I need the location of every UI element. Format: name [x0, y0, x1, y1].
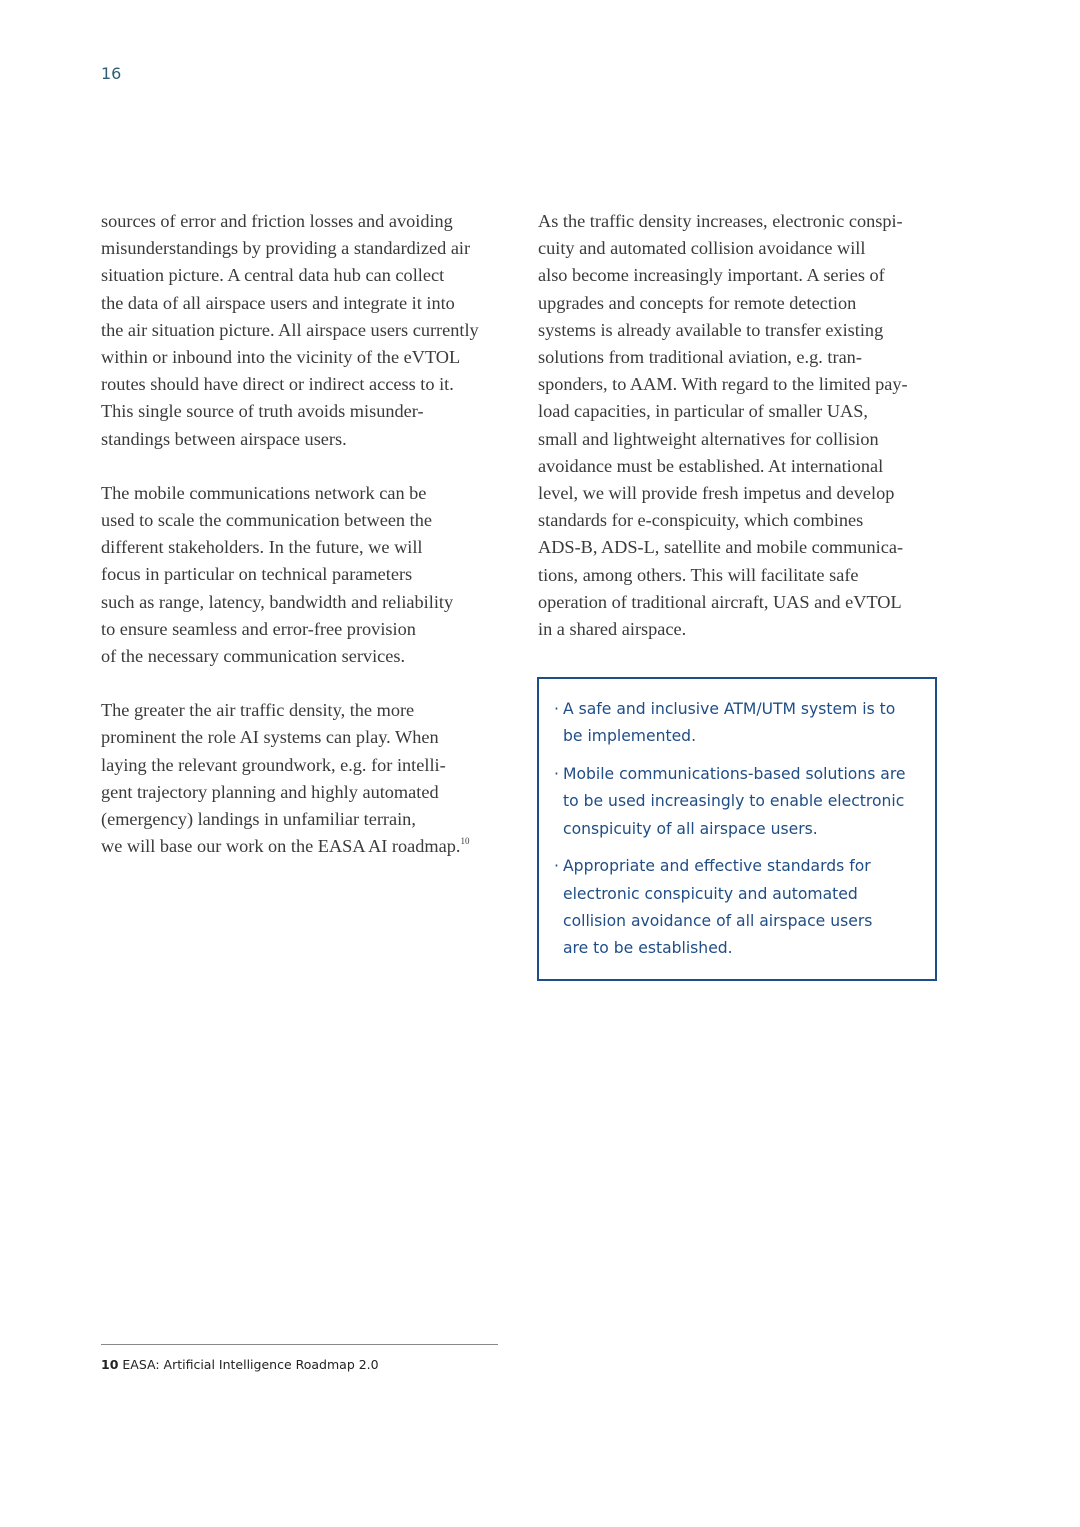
text-line: the data of all airspace users and integrate it into: [101, 292, 455, 313]
key-point-item: [554, 853, 935, 962]
text-line: small and lightweight alternatives for collision: [538, 428, 879, 449]
text-line: misunderstandings by providing a standardized air: [101, 238, 471, 259]
paragraph: [538, 208, 948, 643]
key-points-box: [537, 677, 937, 981]
text-line: focus in particular on technical parameters: [101, 564, 413, 585]
bullet-icon: ·: [554, 857, 559, 876]
text-line: level, we will provide fresh impetus and develop: [538, 483, 895, 504]
text-line: electronic conspicuity and automated: [563, 884, 858, 903]
text-line: operation of traditional aircraft, UAS and eVTOL: [538, 591, 902, 612]
bullet-icon: ·: [554, 765, 559, 784]
paragraph: [101, 208, 511, 453]
text-line: upgrades and concepts for remote detection: [538, 292, 857, 313]
text-line: we will base our work on the EASA AI roadmap.: [101, 836, 461, 857]
text-line: the air situation picture. All airspace users currently: [101, 319, 479, 340]
text-line: (emergency) landings in unfamiliar terrain,: [101, 809, 416, 830]
text-line: prominent the role AI systems can play. When: [101, 727, 439, 748]
footnote-reference: 10: [460, 836, 470, 847]
page-number: 16: [101, 64, 122, 83]
text-line: within or inbound into the vicinity of the eVTOL: [101, 347, 461, 368]
text-line: standards for e-conspicuity, which combines: [538, 510, 864, 531]
text-line: Mobile communications-based solutions are: [563, 765, 906, 784]
footnote-number: 10: [101, 1357, 119, 1372]
paragraph: [101, 697, 511, 860]
text-line: Appropriate and effective standards for: [563, 857, 871, 876]
text-line: to ensure seamless and error-free provision: [101, 618, 416, 639]
text-line: gent trajectory planning and highly automated: [101, 781, 439, 802]
text-line: in a shared airspace.: [538, 619, 687, 640]
text-line: [101, 833, 511, 860]
text-line: different stakeholders. In the future, we will: [101, 537, 423, 558]
text-line: The greater the air traffic density, the more: [101, 700, 415, 721]
paragraph: [101, 480, 511, 670]
text-line: cuity and automated collision avoidance will: [538, 238, 866, 259]
text-line: sources of error and friction losses and avoiding: [101, 211, 453, 231]
text-line: solutions from traditional aviation, e.g. tran-: [538, 347, 862, 368]
text-line: sponders, to AAM. With regard to the limited pay-: [538, 374, 908, 395]
text-line: tions, among others. This will facilitate safe: [538, 564, 859, 585]
text-line: collision avoidance of all airspace users: [563, 912, 873, 931]
text-line: This single source of truth avoids misunder-: [101, 401, 424, 422]
text-line: to be used increasingly to enable electronic: [563, 792, 905, 811]
text-line: situation picture. A central data hub can collect: [101, 265, 445, 286]
bullet-icon: ·: [554, 700, 559, 718]
text-line: also become increasingly important. A series of: [538, 265, 885, 286]
text-line: be implemented.: [563, 727, 697, 746]
text-line: avoidance must be established. At international: [538, 455, 884, 476]
footnote-divider: [101, 1344, 498, 1345]
text-line: of the necessary communication services.: [101, 646, 406, 667]
right-column: [538, 208, 948, 670]
text-line: conspicuity of all airspace users.: [563, 819, 818, 838]
text-line: The mobile communications network can be: [101, 482, 427, 503]
text-line: ADS-B, ADS-L, satellite and mobile communica-: [538, 537, 904, 558]
footnote-text: EASA: Artificial Intelligence Roadmap 2.0: [122, 1357, 379, 1372]
text-line: laying the relevant groundwork, e.g. for intelli-: [101, 754, 446, 775]
text-line: standings between airspace users.: [101, 428, 347, 449]
text-line: As the traffic density increases, electronic conspi-: [538, 211, 903, 231]
key-point-item: [554, 761, 935, 843]
text-line: routes should have direct or indirect access to it.: [101, 374, 454, 395]
text-line: are to be established.: [563, 939, 733, 958]
text-line: load capacities, in particular of smaller UAS,: [538, 401, 868, 422]
text-line: A safe and inclusive ATM/UTM system is to: [563, 700, 896, 718]
footnote: [101, 1357, 379, 1372]
left-column: [101, 208, 511, 887]
text-line: systems is already available to transfer existing: [538, 319, 884, 340]
text-line: used to scale the communication between the: [101, 510, 432, 531]
key-point-item: [554, 696, 935, 751]
text-line: such as range, latency, bandwidth and reliability: [101, 591, 454, 612]
